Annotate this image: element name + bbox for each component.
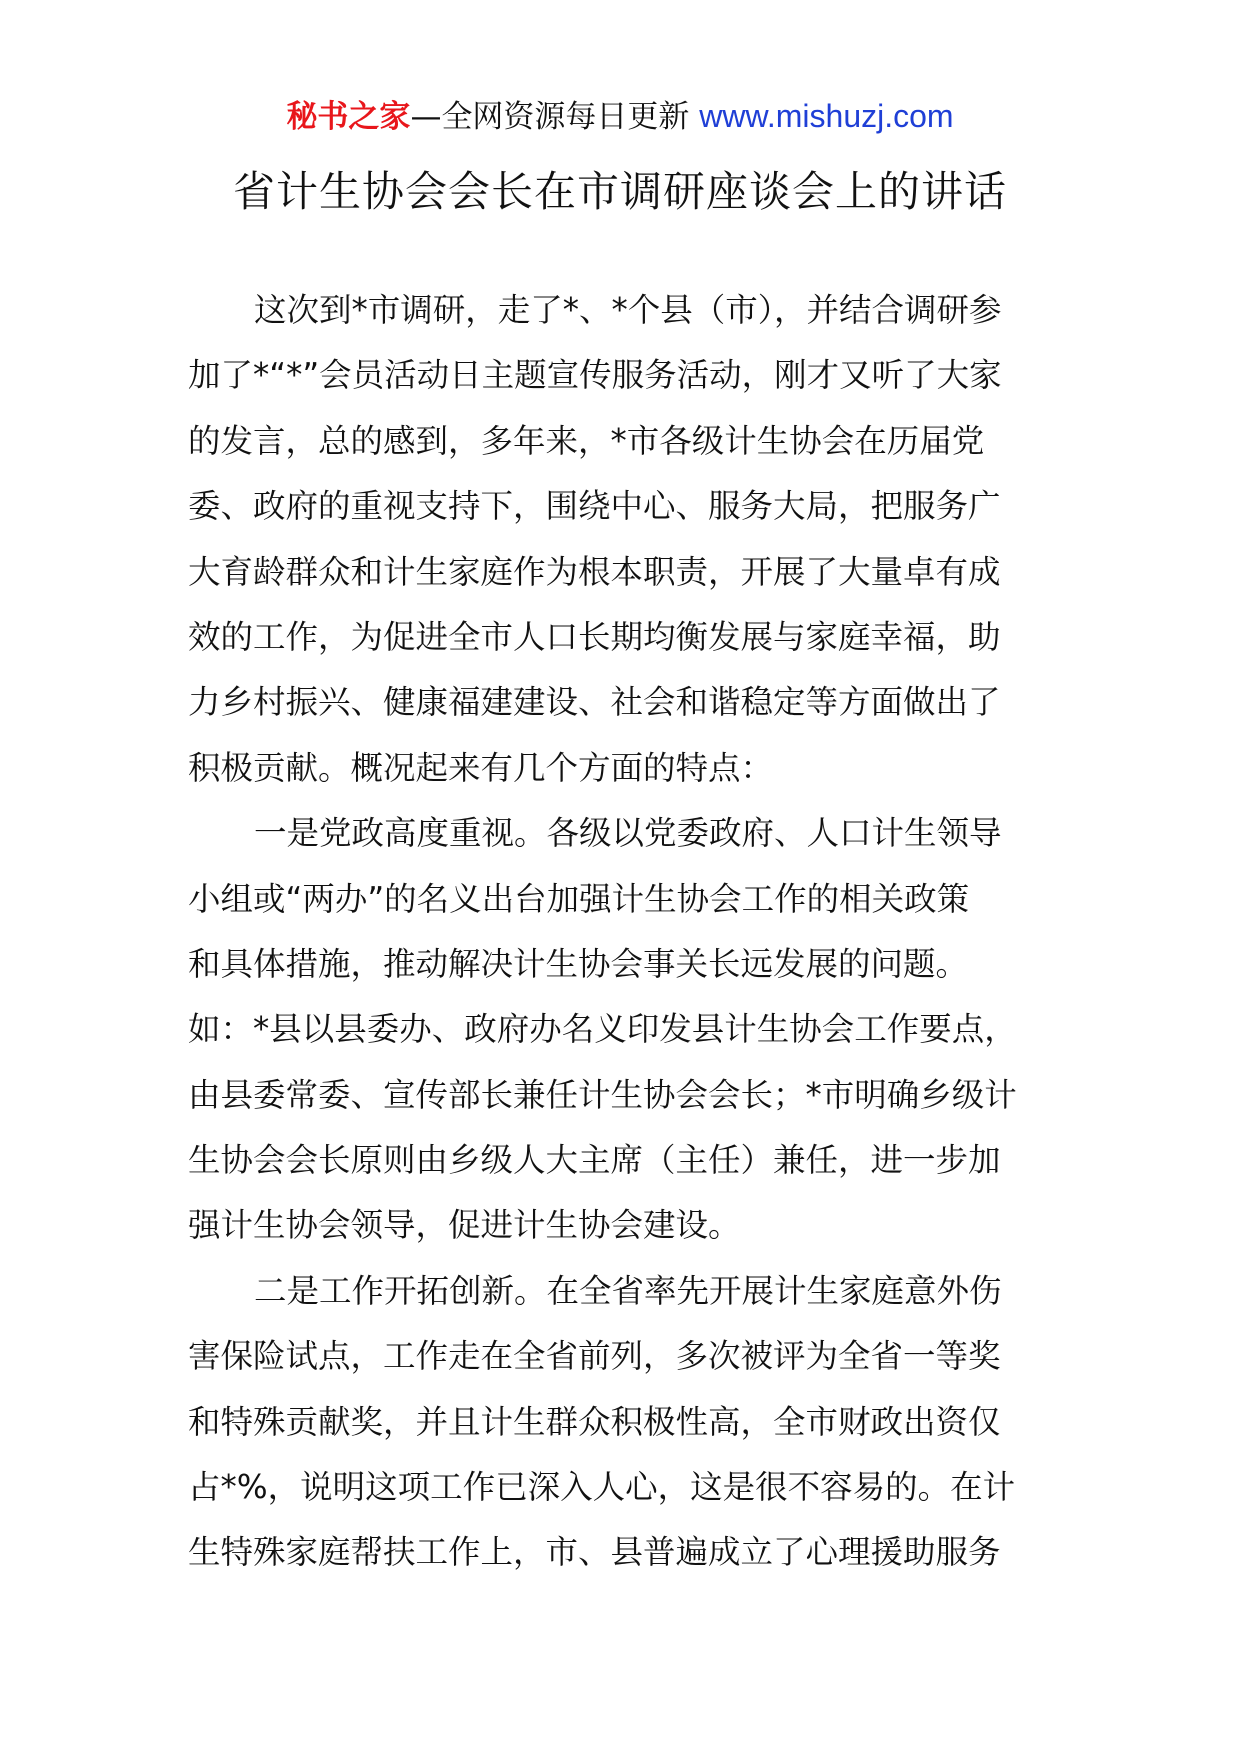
site-slogan: —全网资源每日更新 xyxy=(410,99,700,135)
paragraph-line: 占*%，说明这项工作已深入人心，这是很不容易的。在计 xyxy=(188,1468,1016,1507)
paragraph-line: 由县委常委、宣传部长兼任计生协会会长；*市明确乡级计 xyxy=(188,1075,1017,1114)
document-body xyxy=(188,290,1058,1598)
paragraph-line: 的发言，总的感到，多年来，*市各级计生协会在历届党 xyxy=(188,421,985,460)
paragraph-line: 效的工作，为促进全市人口长期均衡发展与家庭幸福，助 xyxy=(188,617,1001,656)
site-header xyxy=(0,96,1240,137)
paragraph-line: 委、政府的重视支持下，围绕中心、服务大局，把服务广 xyxy=(188,487,1001,526)
paragraph-line: 二是工作开拓创新。在全省率先开展计生家庭意外伤 xyxy=(254,1271,1002,1310)
paragraph-line: 小组或“两办”的名义出台加强计生协会工作的相关政策 xyxy=(188,879,970,918)
paragraph-line: 强计生协会领导，促进计生协会建设。 xyxy=(188,1206,741,1245)
paragraph-line: 加了*“*”会员活动日主题宣传服务活动，刚才又听了大家 xyxy=(188,356,1002,395)
paragraph-line: 一是党政高度重视。各级以党委政府、人口计生领导 xyxy=(254,814,1002,853)
paragraph-line: 力乡村振兴、健康福建建设、社会和谐稳定等方面做出了 xyxy=(188,683,1001,722)
paragraph-line: 积极贡献。概况起来有几个方面的特点： xyxy=(188,748,774,787)
paragraph-line: 如：*县以县委办、政府办名义印发县计生协会工作要点， xyxy=(188,1010,1017,1049)
paragraph-line: 这次到*市调研，走了*、*个县（市），并结合调研参 xyxy=(254,291,1002,329)
document-title: 省计生协会会长在市调研座谈会上的讲话 xyxy=(232,167,1007,216)
paragraph-line: 生协会会长原则由乡级人大主席（主任）兼任，进一步加 xyxy=(188,1141,1001,1180)
brand-name: 秘书之家 xyxy=(286,99,411,135)
site-url-link[interactable]: www.mishuzj.com xyxy=(699,98,954,134)
paragraph-line: 生特殊家庭帮扶工作上，市、县普遍成立了心理援助服务 xyxy=(188,1533,1001,1572)
paragraph-line: 害保险试点，工作走在全省前列，多次被评为全省一等奖 xyxy=(188,1337,1001,1376)
paragraph-line: 和具体措施，推动解决计生协会事关长远发展的问题。 xyxy=(188,944,969,983)
paragraph-line: 和特殊贡献奖，并且计生群众积极性高，全市财政出资仅 xyxy=(188,1402,1001,1441)
paragraph-line: 大育龄群众和计生家庭作为根本职责，开展了大量卓有成 xyxy=(188,552,1001,591)
